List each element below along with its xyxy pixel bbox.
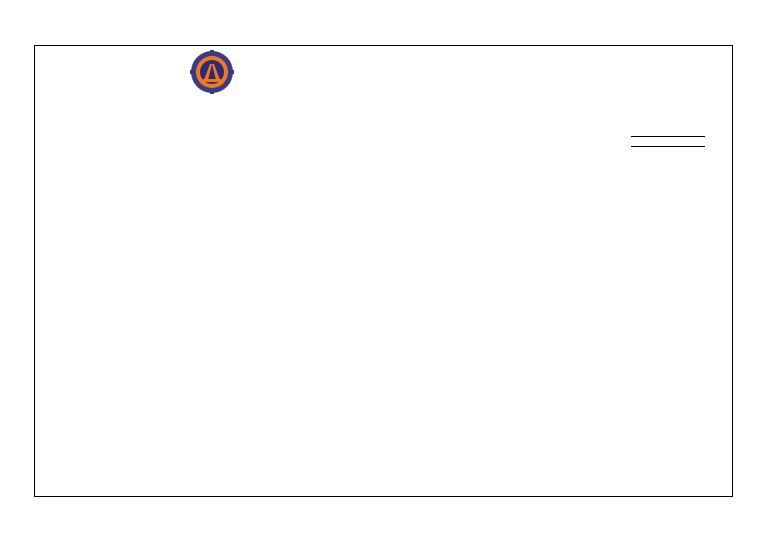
weather-chart-sheet: [34, 45, 733, 497]
year-field[interactable]: [631, 146, 705, 147]
dpwh-seal-logo: [190, 50, 234, 94]
calendar-grid: [35, 203, 732, 497]
month-field[interactable]: [631, 136, 705, 137]
